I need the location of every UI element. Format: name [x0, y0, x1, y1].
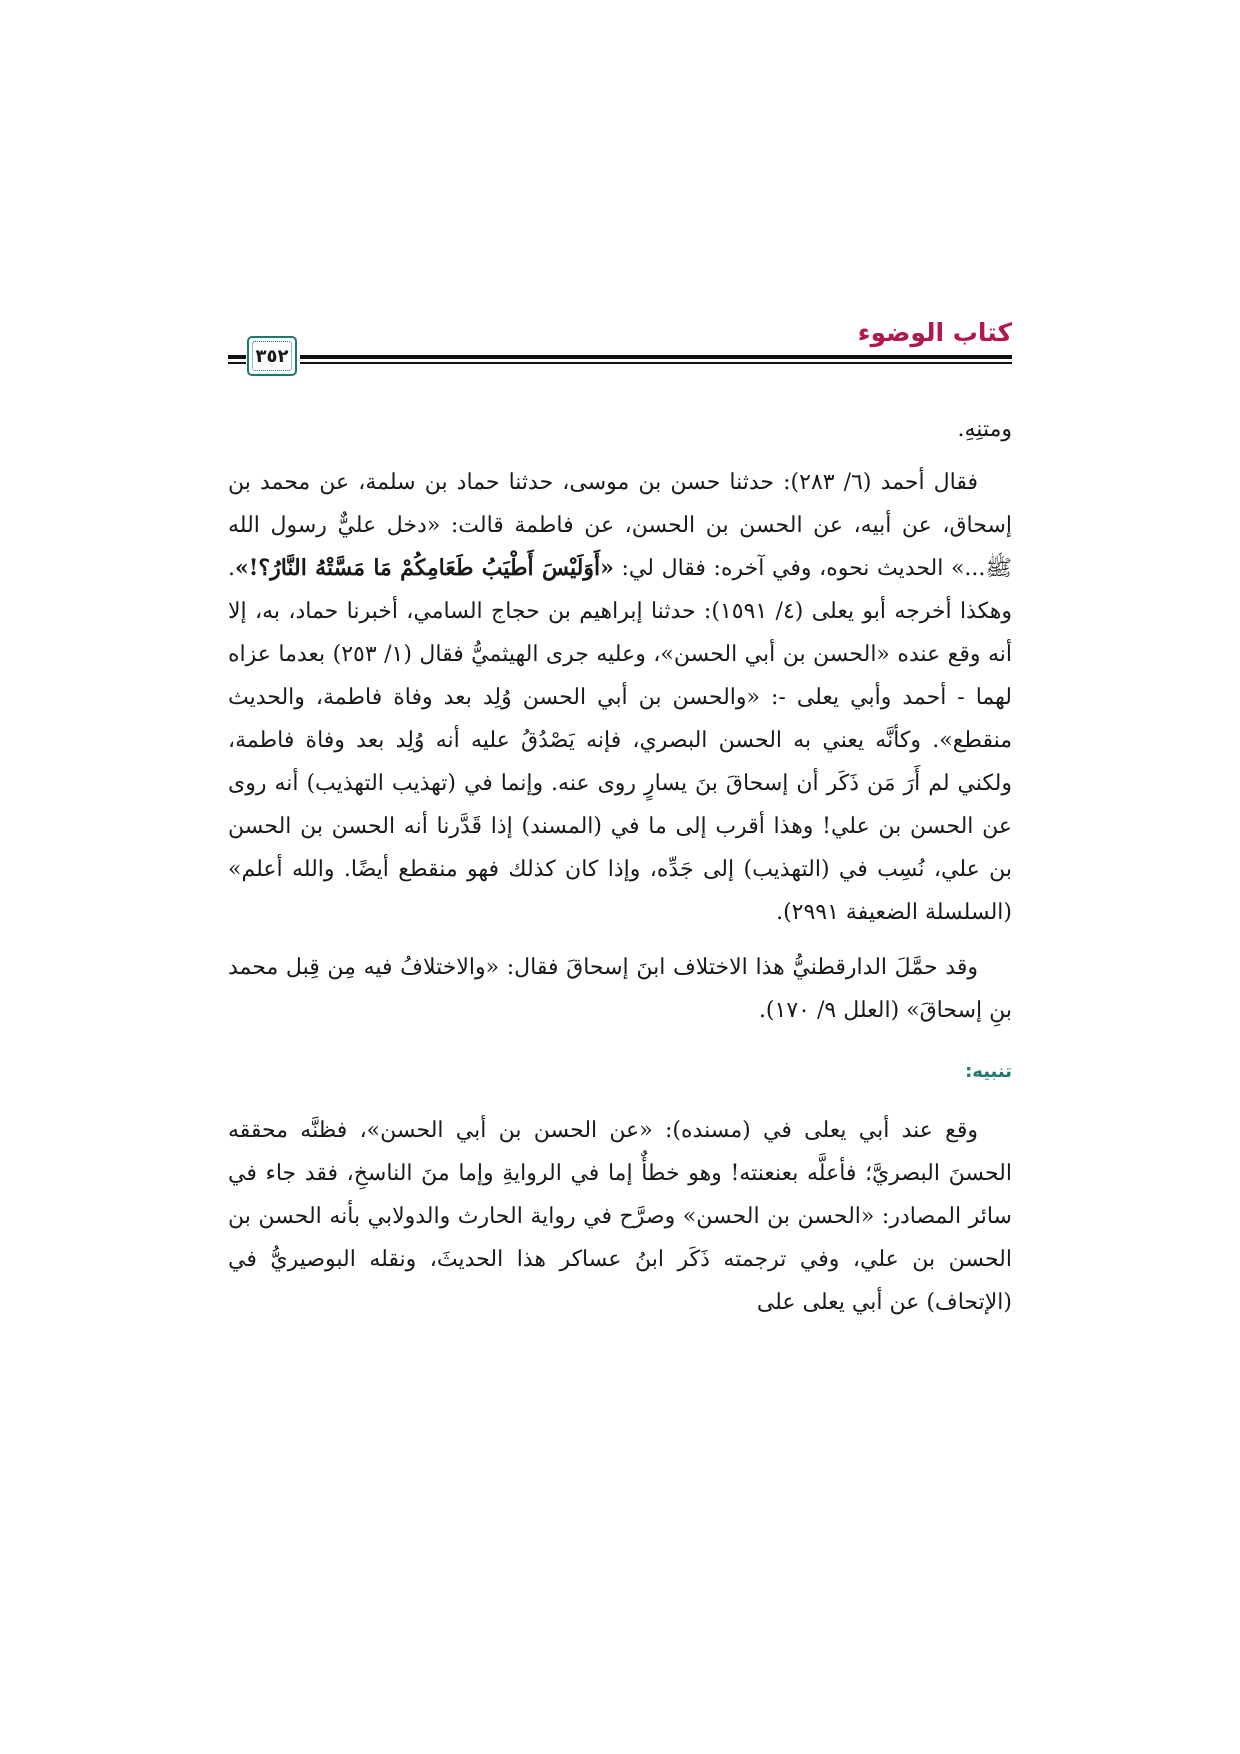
header-rule-thick [300, 355, 1012, 359]
header-rule-stub [228, 355, 246, 359]
book-title: كتاب الوضوء [857, 318, 1012, 347]
paragraph-note: وقع عند أبي يعلى في (مسنده): «عن الحسن بن أبي الحسن»، فظنَّه محققه الحسنَ البصريَّ؛ فأعلَّه بعنعنته! وهو خطأٌ إما في الروايةِ وإما منَ الناسخِ، فقد جاء في سائر المصادر: «الحسن بن الحسن» وصرَّح في رواية الحارث والدولابي بأنه الحسن بن الحسن بن علي، وفي ترجمته ذَكَر ابنُ عساكر هذا الحديثَ، ونقله البوصيريُّ في (الإتحاف) عن أبي يعلى على [228, 1118, 1012, 1315]
header-rule-thin [300, 362, 1012, 364]
page-number: ٣٥٢ [255, 346, 289, 367]
hadith-quote: «أَوَلَيْسَ أَطْيَبُ طَعَامِكُمْ مَا مَسَّتْهُ النَّارُ؟!» [235, 555, 614, 581]
header-rule-stub-thin [228, 362, 246, 364]
continuation-text: ومتنِهِ. [957, 417, 1012, 442]
page-number-badge [247, 336, 297, 376]
note-heading: تنبيه: [965, 1061, 1012, 1082]
paragraph-ahmad [228, 461, 1012, 934]
page-body [228, 408, 1012, 1324]
paragraph-ahmad-intro: فقال أحمد (٦/ ٢٨٣): حدثنا حسن بن موسى، حدثنا حماد بن سلمة، عن محمد بن إسحاق، عن أبيه، عن الحسن بن الحسن، عن فاطمة قالت: «دخل عليٌّ رسول الله ﷺ...» الحديث نحوه، وفي آخره: فقال لي: [228, 470, 1012, 581]
page-header [228, 318, 1012, 390]
paragraph-daraqutni: وقد حمَّلَ الدارقطنيُّ هذا الاختلاف ابنَ إسحاقَ فقال: «والاختلافُ فيه مِن قِبل محمد بنِ إسحاقَ» (العلل ٩/ ١٧٠). [228, 955, 1012, 1023]
paragraph-ahmad-rest: . وهكذا أخرجه أبو يعلى (٤/ ١٥٩١): حدثنا إبراهيم بن حجاج السامي، أخبرنا حماد، به، إلا أنه وقع عنده «الحسن بن أبي الحسن»، وعليه جرى الهيثميُّ فقال (١/ ٢٥٣) بعدما عزاه لهما - أحمد وأبي يعلى -: «والحسن بن أبي الحسن وُلِد بعد وفاة فاطمة، والحديث منقطع». وكأنَّه يعني به الحسن البصري، فإنه يَصْدُقُ عليه أنه وُلِد بعد وفاة فاطمة، ولكني لم أَرَ مَن ذَكَر أن إسحاقَ بنَ يسارٍ روى عنه. وإنما في (تهذيب التهذيب) أنه روى عن الحسن بن علي! وهذا أقرب إلى ما في (المسند) إذا قَدَّرنا أنه الحسن بن الحسن بن علي، نُسِب في (التهذيب) إلى جَدِّه، وإذا كان كذلك فهو منقطع أيضًا. والله أعلم» (السلسلة الضعيفة ٢٩٩١). [228, 556, 1012, 925]
